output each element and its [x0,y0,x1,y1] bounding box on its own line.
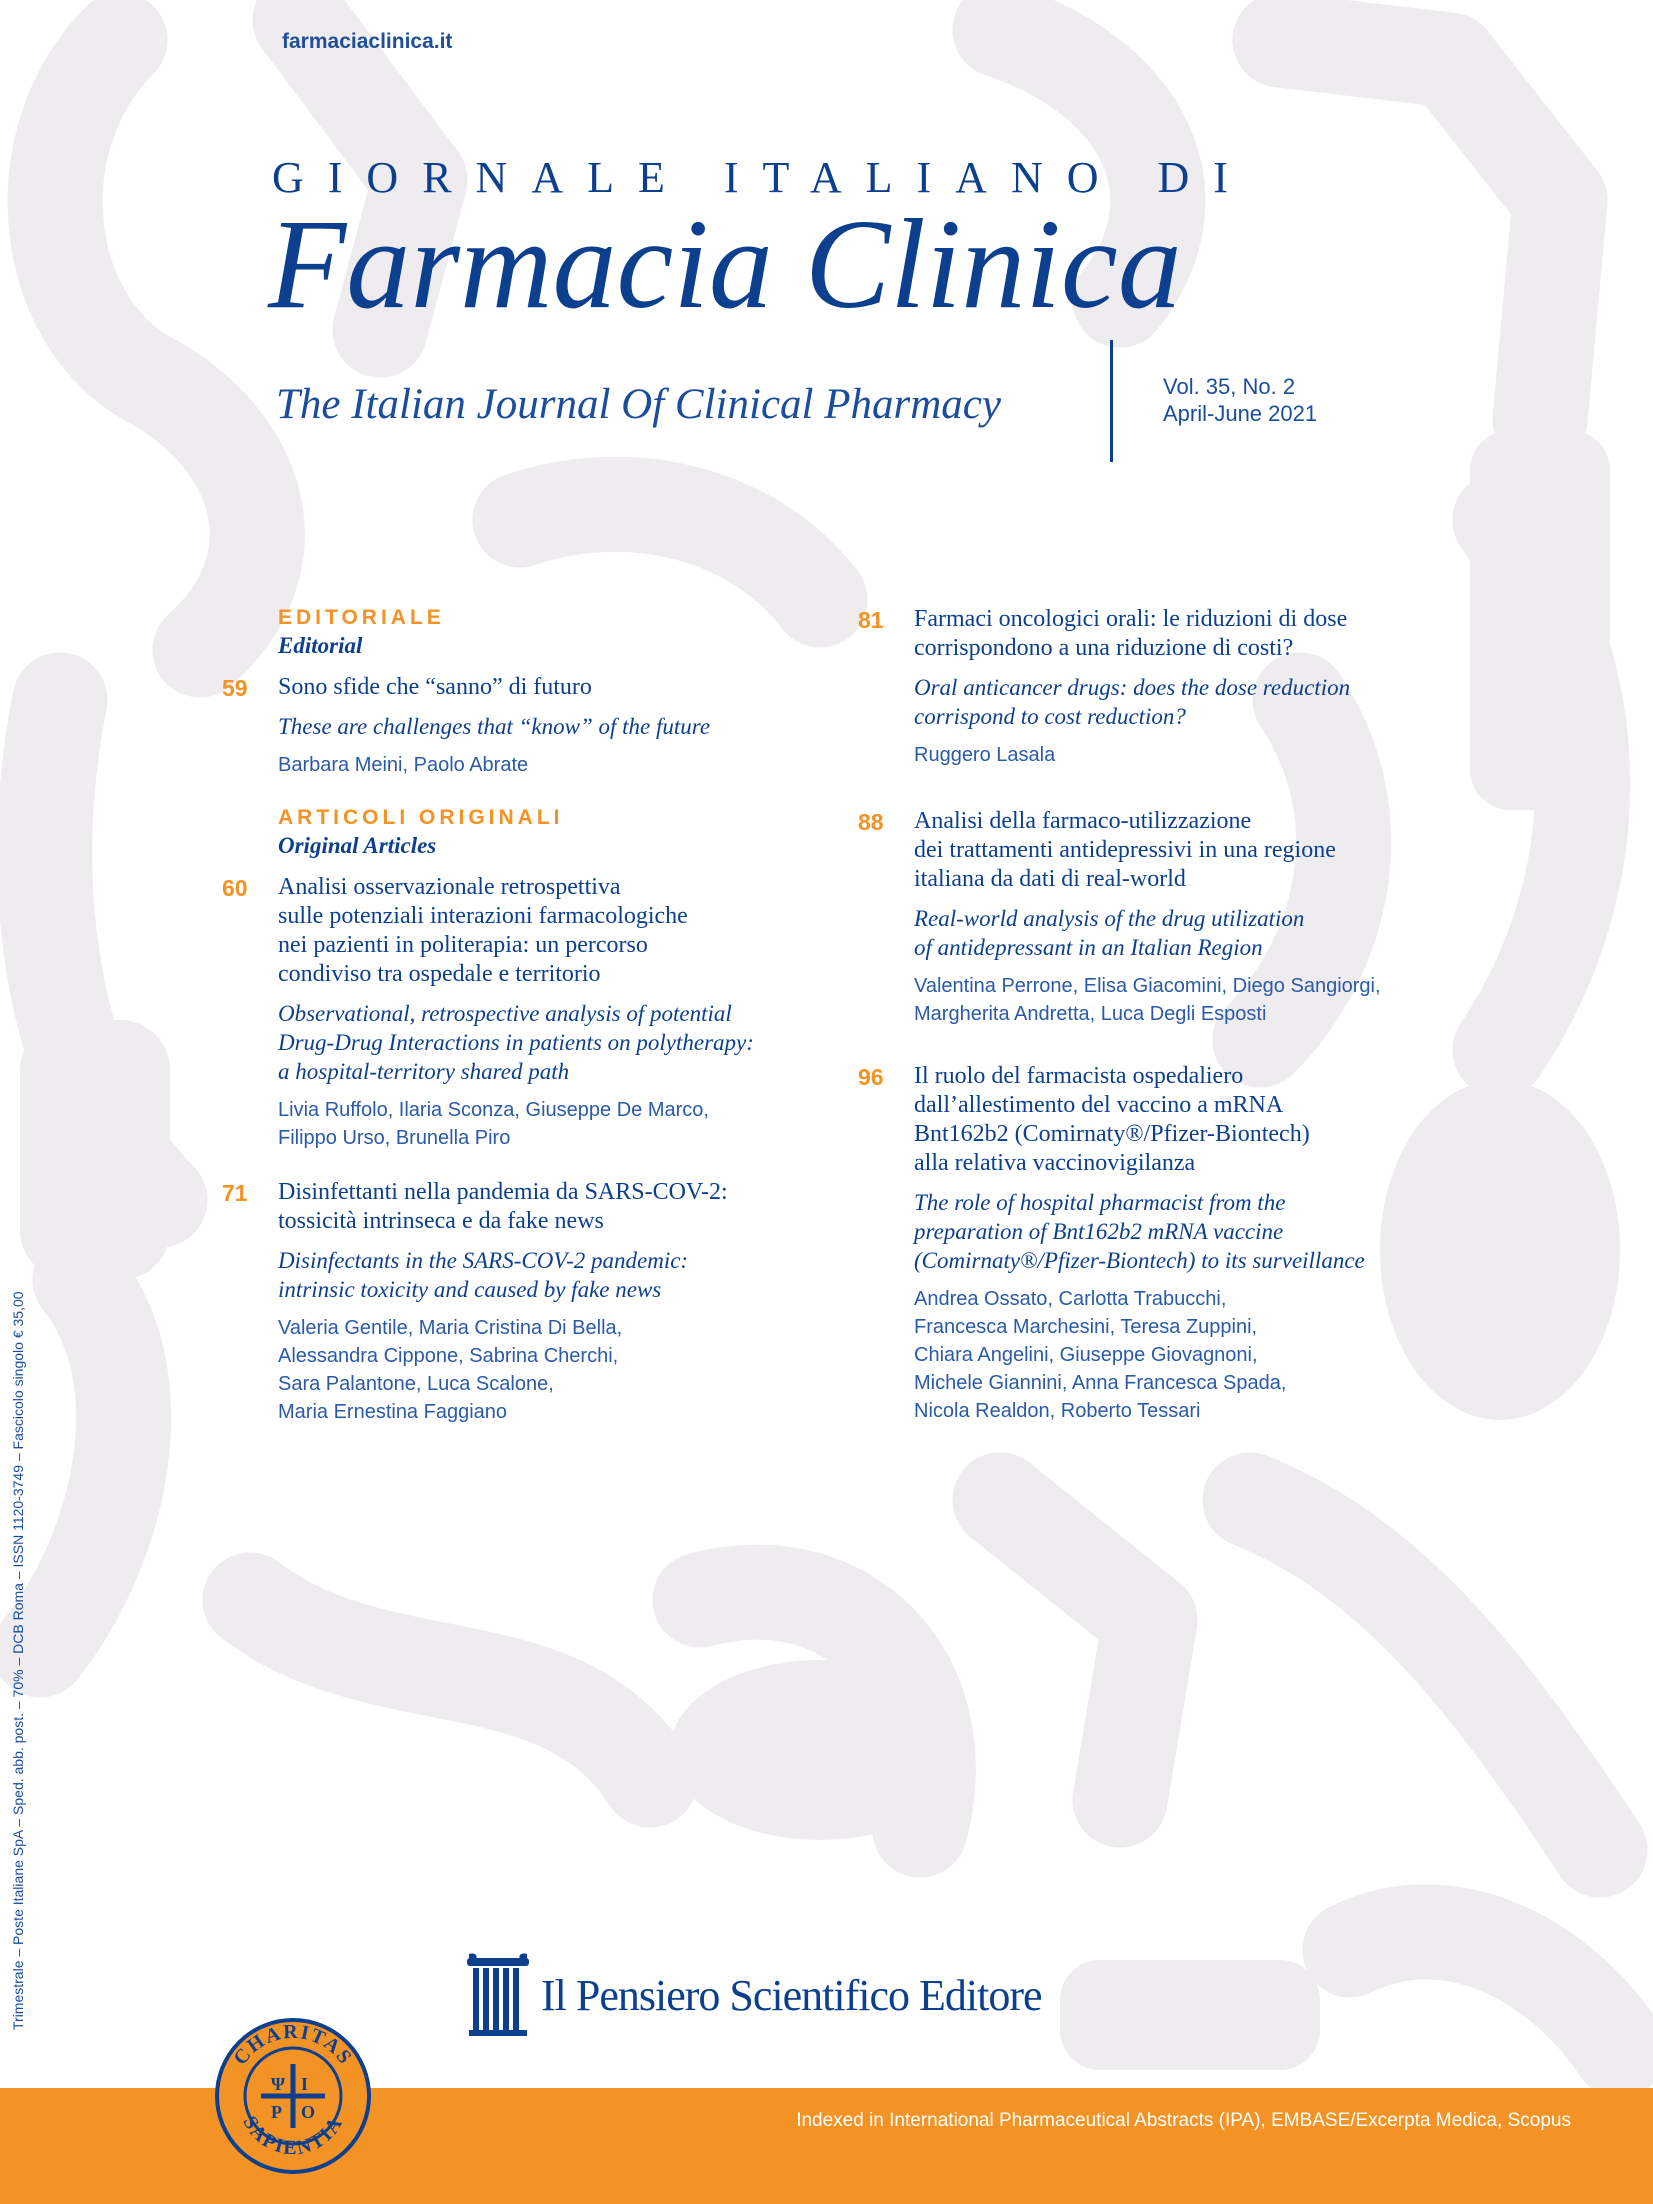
section-label: ARTICOLI ORIGINALI [278,806,564,829]
journal-subtitle: The Italian Journal Of Clinical Pharmacy [276,381,1001,428]
svg-text:O: O [301,2102,316,2122]
article-title-en: Oral anticancer drugs: does the dose reduction corrispond to cost reduction? [914,675,1351,729]
publisher-name: Il Pensiero Scientifico Editore [541,1970,1042,2020]
toc-left-column [222,605,812,1452]
article-title-en: These are challenges that “know” of the future [278,714,711,739]
section-original-articles [222,805,812,1426]
toc-entry[interactable] [858,1062,1458,1425]
seal-logo [213,2016,373,2176]
title-divider [1110,340,1113,462]
page-number: 60 [222,875,248,901]
svg-text:I: I [301,2074,309,2094]
page-number: 88 [858,809,884,835]
article-title-it: Analisi osservazionale retrospettiva sulle potenziali interazioni farmacologiche nei pazienti in politerapia: un percorso condiviso tra ospedale e territorio [278,874,688,987]
svg-text:CHARITAS: CHARITAS [229,2020,357,2070]
article-title-it: Il ruolo del farmacista ospedaliero dall’allestimento del vaccino a mRNA Bnt162b2 (Comirnaty®/Pfizer-Biontech) alla relativa vaccinovigilanza [914,1063,1310,1176]
toc-entry[interactable] [222,1178,812,1426]
footer-indexing-text: Indexed in International Pharmaceutical Abstracts (IPA), EMBASE/Excerpta Medica, Scopus [796,2110,1571,2131]
article-authors: Andrea Ossato, Carlotta Trabucchi, Francesca Marchesini, Teresa Zuppini, Chiara Angelini, Giuseppe Giovagnoni, Michele Giannini, Anna Francesca Spada, Nicola Realdon, Roberto Tessari [914,1288,1287,1422]
article-title-en: The role of hospital pharmacist from the preparation of Bnt162b2 mRNA vaccine (Comirnaty®/Pfizer-Biontech) to its surveillance [914,1190,1365,1273]
article-authors: Valentina Perrone, Elisa Giacomini, Diego Sangiorgi, Margherita Andretta, Luca Degli Esposti [914,975,1381,1025]
article-authors: Barbara Meini, Paolo Abrate [278,754,529,776]
column-icon [465,1952,531,2038]
toc-entry[interactable] [858,605,1458,769]
svg-text:Ψ: Ψ [271,2074,286,2094]
svg-text:P: P [271,2102,282,2122]
publisher-logo [465,1952,1042,2038]
issue-date: April-June 2021 [1163,401,1318,426]
article-title-it: Disinfettanti nella pandemia da SARS-COV-2: tossicità intrinseca e da fake news [278,1179,728,1234]
section-label-en: Editorial [278,633,363,658]
page-number: 96 [858,1064,884,1090]
article-authors: Livia Ruffolo, Ilaria Sconza, Giuseppe De Marco, Filippo Urso, Brunella Piro [278,1099,709,1149]
page-number: 81 [858,607,884,633]
toc-entry[interactable] [222,873,812,1152]
toc-right-column [858,605,1458,1451]
toc-entry[interactable] [858,807,1458,1028]
article-authors: Ruggero Lasala [914,744,1056,766]
site-url[interactable]: farmaciaclinica.it [282,30,453,53]
page-number: 59 [222,675,248,701]
journal-prefix: GIORNALE ITALIANO DI [272,153,1252,202]
article-title-en: Real-world analysis of the drug utilization of antidepressant in an Italian Region [914,906,1305,960]
toc-entry[interactable] [222,673,812,779]
page-number: 71 [222,1180,248,1206]
article-title-en: Disinfectants in the SARS-COV-2 pandemic: intrinsic toxicity and caused by fake news [278,1248,689,1302]
section-label-en: Original Articles [278,833,437,858]
section-editorial [222,605,812,779]
svg-text:SAPIENTIA: SAPIENTIA [238,2112,348,2160]
article-title-en: Observational, retrospective analysis of potential Drug-Drug Interactions in patients on polytherapy: a hospital-territory shared path [278,1001,754,1084]
spine-text: Trimestrale – Poste Italiane SpA – Sped. abb. post. – 70% – DCB Roma – ISSN 1120-3749 – Fascicolo singolo € 35,00 [10,1291,26,2030]
article-title-it: Analisi della farmaco-utilizzazione dei trattamenti antidepressivi in una regione italiana da dati di real-world [914,808,1336,892]
section-label: EDITORIALE [278,606,445,629]
volume-number: Vol. 35, No. 2 [1163,374,1296,399]
article-title-it: Farmaci oncologici orali: le riduzioni di dose corrispondono a una riduzione di costi? [914,606,1348,661]
article-title-it: Sono sfide che “sanno” di futuro [278,674,592,700]
journal-title: Farmacia Clinica [268,193,1182,335]
article-authors: Valeria Gentile, Maria Cristina Di Bella, Alessandra Cippone, Sabrina Cherchi, Sara Palantone, Luca Scalone, Maria Ernestina Faggiano [278,1317,623,1423]
